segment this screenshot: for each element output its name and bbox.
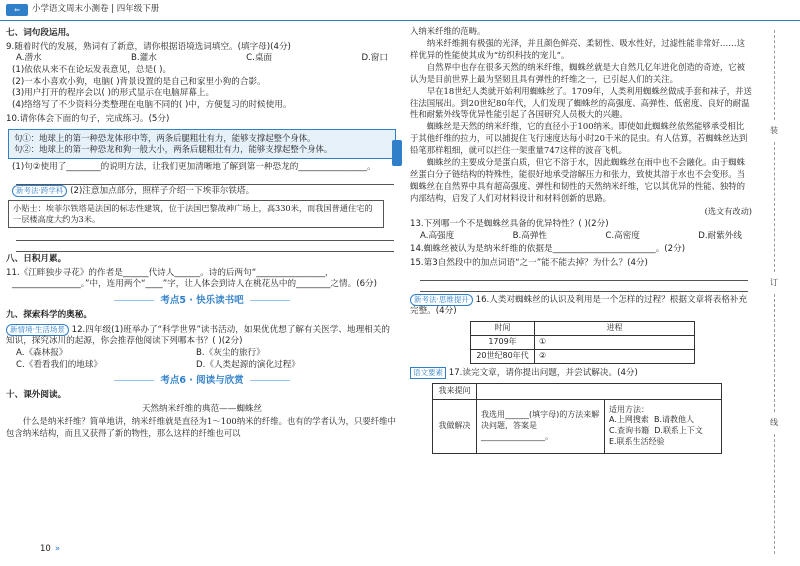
right-column	[410, 26, 752, 454]
q17	[410, 367, 752, 380]
q9-options	[6, 53, 398, 65]
q12-options-row-1	[6, 348, 398, 360]
passage-paragraph-4: 早在18世纪人类就开始利用蜘蛛丝了。1709年，人类利用蜘蛛丝做成手套和袜子，并送往法国展出。到20世纪80年代，人们发现了蜘蛛丝的高强度、高弹性、低密度、良好的耐温性和耐紫外线等优异性能引起了各国研究人员极大的兴趣。	[410, 85, 752, 120]
chinese-element-tag: 语文要素	[410, 367, 446, 379]
q16-text: 16.人类对蜘蛛丝的认识及利用是一个怎样的过程？根据文章将表格补充完整。(4分)	[410, 294, 748, 317]
q12-option-b[interactable]: B.《灰尘的旅行》	[196, 348, 265, 359]
passage-paragraph-2: 纳米纤维拥有极强的光泽，并且颜色鲜亮、柔韧性、吸水性好，过滤性能非常好……这样优异的性能使其成为“纺织科技的宠儿”。	[410, 37, 746, 60]
table-row	[433, 399, 722, 453]
q9-item-3[interactable]: (3)用户打开的程序会以( )的形式显示在电脑屏幕上。	[12, 88, 215, 99]
q9-item-4[interactable]: (4)络络写了不少资料分类整理在电脑不同的( )中，方便复习的时候使用。	[12, 100, 292, 111]
header-title: 小学语文周末小测卷 | 四年级下册	[32, 4, 160, 14]
table-row	[471, 336, 695, 350]
table-cell-answer[interactable]: ①	[535, 336, 695, 350]
methods-title: 适用方法：	[609, 404, 649, 414]
q9-item-2[interactable]: (2)一本小喜欢小狗，电脑( )背景设置的是自己和家里小狗的合影。	[12, 76, 266, 87]
q12-option-d[interactable]: D.《人类起源的演化过程》	[196, 359, 300, 370]
q9-option-d[interactable]: D.窗口	[361, 53, 388, 64]
table-header-row	[471, 322, 695, 336]
answer-line[interactable]	[16, 174, 394, 185]
q10-part-2	[6, 185, 398, 198]
q12	[6, 324, 398, 348]
q9-option-b[interactable]: B.灌水	[131, 53, 157, 64]
q10-sentence-1: 句①：地球上的第一种恐龙体形中等，两条后腿粗壮有力，能够支撑起整个身体。	[14, 132, 316, 143]
new-context-tag: 新情境·生活场景	[6, 324, 69, 336]
section-7-title: 七、词句段运用。	[6, 28, 75, 38]
left-column	[6, 26, 398, 440]
method-e: E.联系生活经验	[609, 437, 665, 447]
page-number-value: 10	[40, 544, 51, 554]
table-row	[471, 350, 695, 364]
kaodian-5-heading: 考点5 · 快乐读书吧	[6, 295, 398, 308]
binding-label-zhuang: 装	[770, 126, 778, 135]
thinking-tag: 新考法·思维提升	[410, 294, 473, 306]
binding-dashed-line	[774, 294, 775, 412]
method-d: D.联系上下文	[654, 426, 703, 436]
q9-item-1[interactable]: (1)依依从来不在论坛发表意见，总是( )。	[12, 65, 172, 76]
q12-options-row-2	[6, 360, 398, 372]
q13-option-d[interactable]: D.耐紫外线	[698, 230, 742, 241]
methods-row-2	[609, 426, 717, 437]
methods-cell	[605, 399, 722, 453]
tip-box: 小贴士：埃菲尔铁塔是法国的标志性建筑，位于法国巴黎战神广场上，高330米，而我国普通住宅的一层楼高度大约为3米。	[8, 200, 384, 228]
section-8-title: 八、日积月累。	[6, 254, 67, 265]
answer-line[interactable]	[16, 230, 394, 241]
table-row	[433, 383, 722, 399]
q10-sentence-box	[8, 129, 396, 160]
q13-option-b[interactable]: B.高弹性	[512, 230, 548, 241]
q13-option-a[interactable]: A.高强度	[420, 230, 455, 241]
passage-paragraph-1: 什么是纳米纤维？简单地讲，纳米纤维就是直径为1～100纳米的纤维。也有的学者认为，只要纤维中包含纳米结构，而且又获得了新的物性，那么这样的纤维也可以	[6, 415, 396, 438]
q9-option-c[interactable]: C.桌面	[246, 53, 273, 64]
passage-paragraph-6: 蜘蛛丝的主要成分是蛋白质，但它不溶于水，因此蜘蛛丝在雨中也不会融化。由于蜘蛛丝蛋白分子链结构的特殊性，能很好地承受溶解压力和张力，致使其溶于水也不会变形。当蜘蛛丝在自然界中具有超高强度、弹性和韧性的天然纳米纤维，它以其优异的性能、独特的内部结构，启发了人们对材料设计和材料创新的思路。	[410, 157, 746, 203]
q9-option-a[interactable]: A.潜水	[16, 53, 42, 64]
q11-line-2[interactable]: ________________。”中，连用两个“____”字，让人体会到诗人在桃花丛中的________之情。(6分)	[12, 279, 377, 290]
answer-line[interactable]	[420, 281, 748, 292]
method-b: B.请教他人	[653, 415, 694, 425]
binding-label-ding: 订	[770, 278, 778, 287]
table-header-time: 时间	[471, 322, 535, 336]
q13-option-c[interactable]: C.高密度	[605, 230, 640, 241]
q14[interactable]: 14.蜘蛛丝被认为是纳米纤维的依据是________________________。(2分)	[410, 244, 686, 255]
answer-line[interactable]	[420, 270, 748, 281]
ask-label: 我来提问	[433, 383, 477, 399]
binding-dashed-line	[774, 434, 775, 554]
q9-stem: 9.随着时代的发展，熟词有了新意，请你根据语境选词填空。(填字母)(4分)	[6, 41, 291, 52]
page-number	[40, 544, 60, 556]
header-badge: ⇐	[6, 4, 28, 16]
ask-answer-cell[interactable]	[477, 383, 722, 399]
section-10-title: 十、课外阅读。	[6, 390, 67, 401]
q10-part-1[interactable]: (1)句②使用了________的说明方法，让我们更加清晰地了解到第一种恐龙的________________。	[12, 162, 376, 173]
table-cell-year: 20世纪80年代	[471, 350, 535, 364]
q12-option-c[interactable]: C.《看看我们的地球》	[16, 359, 103, 370]
solve-label: 我做解决	[433, 399, 477, 453]
page-header	[0, 0, 800, 20]
binding-dashed-line	[774, 30, 775, 120]
q15: 15.第3自然段中的加点词语“之一”能不能去掉？为什么？(4分)	[410, 258, 648, 269]
q12-option-a[interactable]: A.《森林报》	[16, 348, 68, 359]
q16-table	[470, 321, 695, 364]
bookmark-icon	[392, 140, 402, 166]
table-header-progress: 进程	[535, 322, 695, 336]
binding-label-xian: 线	[770, 418, 778, 427]
section-9-title: 九、探索科学的奥秘。	[6, 310, 92, 320]
table-cell-answer[interactable]: ②	[535, 350, 695, 364]
binding-dashed-line	[774, 142, 775, 272]
methods-row-1	[609, 415, 717, 426]
method-c: C.查询书籍	[609, 426, 650, 436]
passage-paragraph-1-cont: 入纳米纤维的范畴。	[410, 26, 486, 36]
q11-line-1[interactable]: 11.《江畔独步寻花》的作者是______代诗人______。诗的后两句“________________，	[6, 267, 334, 278]
q17-text: 17.读完文章，请你提出问题，并尝试解决。(4分)	[448, 368, 638, 379]
passage-source: (选文有改动)	[704, 205, 752, 216]
passage-title: 天然纳米纤维的典范——蜘蛛丝	[141, 404, 263, 415]
answer-line[interactable]	[16, 241, 394, 252]
q10-sentence-2: 句②：地球上的第一种恐龙和狗一般大小，两条后腿粗壮有力，能够支撑起整个身体。	[14, 143, 333, 154]
q13: 13.下列哪一个不是蜘蛛丝具备的优异特性？( )(2分)	[410, 218, 609, 229]
q13-options	[410, 231, 752, 243]
arrow-icon: »	[54, 544, 61, 554]
table-cell-year: 1709年	[471, 336, 535, 350]
new-method-tag: 新考法·跨学科	[12, 185, 67, 197]
q10-part-2-text: (2)注意加点部分，照样子介绍一下埃菲尔铁塔。	[70, 186, 255, 197]
header-divider	[0, 20, 800, 21]
solve-answer-cell[interactable]: 我选用______(填字母)的方法来解决问题，答案是________________。	[477, 399, 605, 453]
method-a: A.上网搜索	[609, 415, 649, 425]
q12-text: 12.四年级(1)班举办了“科学世界”读书活动，如果优优想了解有关医学、地理相关的知识，探究冰川的起源，你会推荐他阅读下列哪本书？( )(2分)	[6, 324, 390, 347]
kaodian-6-heading: 考点6 · 阅读与欣赏	[6, 375, 398, 388]
q17-table	[432, 383, 722, 454]
passage-paragraph-3: 自然界中也存在很多天然的纳米纤维，蜘蛛丝就是大自然几亿年进化创造的奇迹，它被认为是目前世界上最为坚韧且具有弹性的纤维之一，已引起人们的关注。	[410, 61, 746, 84]
q16	[410, 294, 752, 318]
q10-stem: 10.请你体会下面的句子，完成练习。(5分)	[6, 113, 170, 124]
passage-paragraph-5: 蜘蛛丝是天然的纳米纤维，它的直径小于100纳米。即使如此蜘蛛丝依然能够承受相比于其他纤维的拉力，可以捕捉住飞行速度达每小时20千米的昆虫。有人估算，若蜘蛛丝达到铅笔那样粗细，就可以拦住一架重量747这样的波音飞机。	[410, 121, 748, 156]
